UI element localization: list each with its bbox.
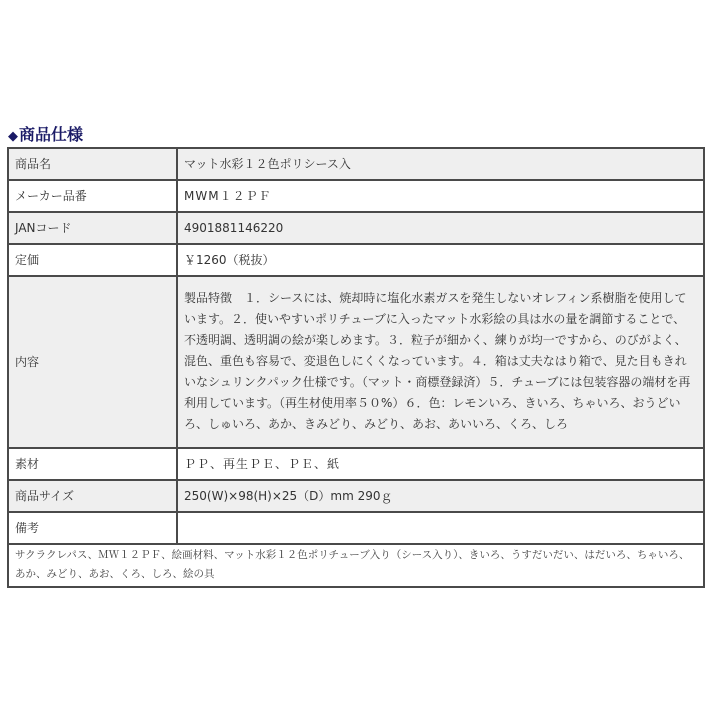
spec-label: 商品名: [8, 148, 177, 180]
spec-value: ＰＰ、再生ＰＥ、ＰＥ、紙: [177, 448, 704, 480]
spec-value: 250(W)×98(H)×25（D）mm 290ｇ: [177, 480, 704, 512]
spec-value: マット水彩１２色ポリシース入: [177, 148, 704, 180]
spec-value: [177, 512, 704, 544]
spec-value: 4901881146220: [177, 212, 704, 244]
spec-value: 製品特徴 １．シースには、焼却時に塩化水素ガスを発生しないオレフィン系樹脂を使用しています。２．使いやすいポリチューブに入ったマット水彩絵の具は水の量を調節することで、不透明調、透明調の絵が楽しめます。３．粒子が細かく、練りが均一ですから、のびがよく、混色、重色も容易で、変退色しにくくなっています。４．箱は丈夫なはり箱で、見た目もきれいなシュリンクパック仕様です。（マット・商標登録済）５．チューブには包装容器の端材を再利用しています。（再生材使用率５０%）６．色：レモンいろ、きいろ、ちゃいろ、おうどいろ、しゅいろ、あか、きみどり、みどり、あお、あいいろ、くろ、しろ: [177, 276, 704, 448]
keywords-text: サクラクレパス、ＭＷ１２ＰＦ、絵画材料、マット水彩１２色ポリチューブ入り（シース入り）、きいろ、うすだいだい、はだいろ、ちゃいろ、あか、みどり、あお、くろ、しろ、絵の具: [8, 544, 704, 587]
spec-label: 商品サイズ: [8, 480, 177, 512]
spec-value: ￥1260（税抜）: [177, 244, 704, 276]
spec-label: JANコード: [8, 212, 177, 244]
spec-label: 備考: [8, 512, 177, 544]
spec-row-size: [8, 480, 704, 512]
spec-label: 素材: [8, 448, 177, 480]
spec-row-product-name: [8, 148, 704, 180]
spec-label: メーカー品番: [8, 180, 177, 212]
spec-value: MWM１２ＰＦ: [177, 180, 704, 212]
spec-label: 定価: [8, 244, 177, 276]
spec-row-contents: [8, 276, 704, 448]
spec-row-price: [8, 244, 704, 276]
spec-row-material: [8, 448, 704, 480]
spec-label: 内容: [8, 276, 177, 448]
spec-row-jan-code: [8, 212, 704, 244]
spec-row-remarks: [8, 512, 704, 544]
spec-row-keywords: [8, 544, 704, 587]
spec-row-maker-number: [8, 180, 704, 212]
section-title-text: 商品仕様: [19, 125, 84, 144]
product-spec-table: [7, 147, 705, 588]
diamond-icon: ◆: [8, 129, 18, 144]
section-title: [8, 125, 83, 147]
